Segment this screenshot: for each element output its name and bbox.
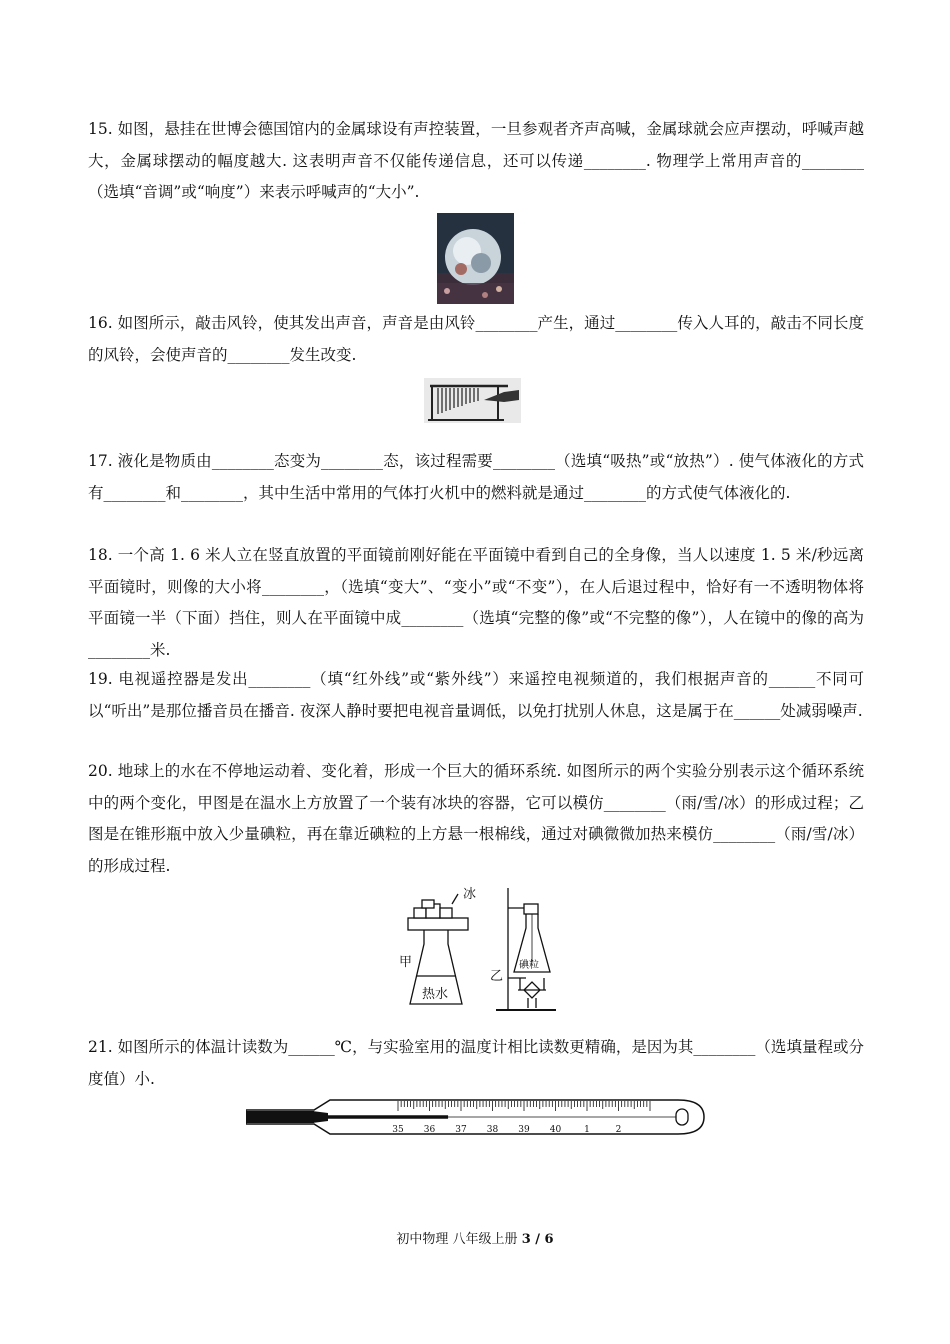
question-15: 15. 如图，悬挂在世博会德国馆内的金属球设有声控装置，一旦参观者齐声高喊，金属球就会应声摆动，呼喊声越大，金属球摆动的幅度越大. 这表明声音不仅能传递信息，还可以传递________. 物理学上常用声音的________（选填“音调”或“响度”）来表示呼喊声的“大小”. — [88, 120, 864, 201]
question-18: 18. 一个高 1. 6 米人立在竖直放置的平面镜前刚好能在平面镜中看到自己的全身像，当人以速度 1. 5 米/秒远离平面镜时，则像的大小将________，（选填“变大”、“变小”或“不变”），在人后退过程中，恰好有一不透明物体将平面镜一半（下面）挡住，则人在平面镜中成________（选填“完整的像”或“不完整的像”），人在镜中的像的高为________米. — [88, 546, 864, 659]
metal-ball-photo — [437, 213, 514, 304]
question-21: 21. 如图所示的体温计读数为______℃，与实验室用的温度计相比读数更精确，是因为其________（选填量程或分度值）小. — [88, 1038, 864, 1088]
thermometer-tick-label: 39 — [518, 1125, 530, 1135]
experiment-yi — [496, 888, 556, 1010]
thermometer-tick-label: 36 — [423, 1125, 436, 1135]
thermometer-tick-label: 35 — [392, 1125, 404, 1135]
thermometer-bulb — [246, 1111, 314, 1123]
question-20: 20. 地球上的水在不停地运动着、变化着，形成一个巨大的循环系统. 如图所示的两个实验分别表示这个循环系统中的两个变化，甲图是在温水上方放置了一个装有冰块的容器，它可以模仿________（雨/雪/冰）的形成过程；乙图是在锥形瓶中放入少量碘粒，再在靠近碘粒的上方悬一根棉线，通过对碘微微加热来模仿________（雨/雪/冰）的形成过程. — [88, 762, 864, 875]
footer-page-number: 3 / 6 — [521, 1232, 554, 1247]
thermometer-tick-label: 37 — [455, 1125, 467, 1135]
question-17: 17. 液化是物质由________态变为________态，该过程需要________（选填“吸热”或“放热”）. 使气体液化的方式有________和________，其中生活中常用的气体打火机中的燃料就是通过________的方式使气体液化的. — [88, 452, 864, 502]
page-footer — [0, 1228, 950, 1247]
label-iodine: 碘粒 — [519, 960, 539, 971]
question-16: 16. 如图所示，敲击风铃，使其发出声音，声音是由风铃________产生，通过________传入人耳的，敲击不同长度的风铃，会使声音的________发生改变. — [88, 314, 864, 364]
water-cycle-experiments-figure — [396, 886, 566, 1020]
label-hot-water: 热水 — [422, 987, 449, 1002]
thermometer-tick-label: 40 — [549, 1125, 562, 1135]
footer-subject: 初中物理 八年级上册 — [396, 1232, 518, 1247]
thermometer-figure — [246, 1097, 706, 1137]
thermometer-tick-label: 2 — [615, 1125, 622, 1135]
label-yi: 乙 — [490, 969, 504, 984]
wind-chime-figure — [424, 378, 521, 423]
thermometer-tick-label: 1 — [584, 1125, 590, 1135]
thermometer-tick-label: 38 — [486, 1125, 499, 1135]
label-jia: 甲 — [399, 955, 413, 970]
label-ice: 冰 — [463, 887, 477, 902]
question-19: 19. 电视遥控器是发出________（填“红外线”或“紫外线”）来遥控电视频道的，我们根据声音的______不同可以“听出”是那位播音员在播音. 夜深人静时要把电视音量调低，以免打扰别人休息，这是属于在______处减弱噪声. — [88, 670, 864, 720]
